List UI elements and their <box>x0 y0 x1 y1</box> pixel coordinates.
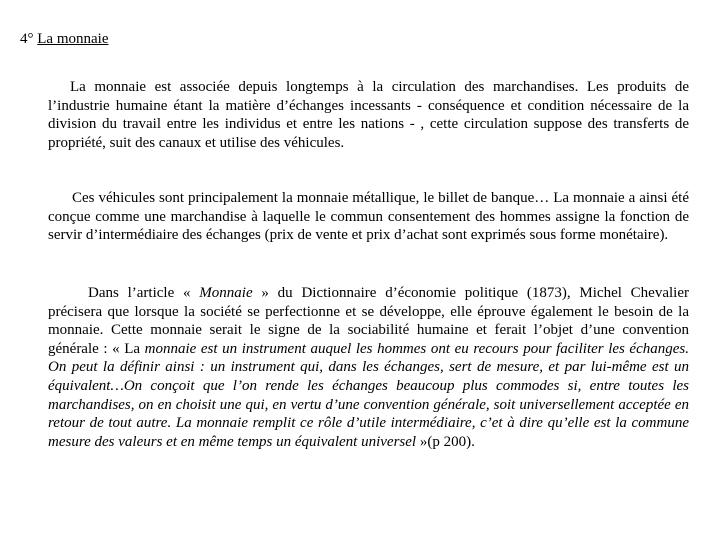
chevalier-quote: monnaie est un instrument auquel les hommes ont eu recours pour faciliter les échanges. On peut la définir ainsi : un instrument qui, dans les échanges, sert de mesure, et par lui-même est un équivalent…On conçoit que l’on rende les échanges beaucoup plus commodes si, entre toutes les marchandises, on en choisit une qui, en vertu d’une convention générale, soit universellement acceptée en retour de tout autre. La monnaie remplit ce rôle d’utile intermédiaire, c’et à dire qu’elle est la commune mesure des valeurs et en même temps un équivalent universel <box>48 340 689 450</box>
section-number: 4° <box>20 31 34 47</box>
paragraph-chevalier <box>48 284 689 451</box>
paragraph-vehicules: Ces véhicules sont principalement la monnaie métallique, le billet de banque… La monnaie a ainsi été conçue comme une marchandise à laquelle le commun consentement des hommes assigne la fonction de servir d’intermédiaire des échanges (prix de vente et prix d’achat sont exprimés sous forme monétaire). <box>48 190 689 243</box>
chevalier-intro-after: » du Dictionnaire d’économie politique (1873), Michel Chevalier précisera que lorsque la société se perfectionne et se développe, elle éprouve également le besoin de la monnaie. Cette monnaie serait le signe de la sociabilité humaine et ferait l’objet d’une convention générale : « La <box>48 285 689 357</box>
chevalier-intro-before: Dans l’article « <box>88 285 200 301</box>
section-title: La monnaie <box>37 31 109 47</box>
section-heading <box>20 30 108 48</box>
paragraph-circulation: La monnaie est associée depuis longtemps à la circulation des marchandises. Les produits de l’industrie humaine étant la matière d’échanges incessants - conséquence et condition nécessaire de la division du travail entre les individus et entre les nations - , cette circulation suppose des transferts de propriété, suit des canaux et utilise des véhicules. <box>48 79 689 151</box>
quote-citation: »(p 200). <box>416 433 475 450</box>
article-title: Monnaie <box>199 285 253 301</box>
